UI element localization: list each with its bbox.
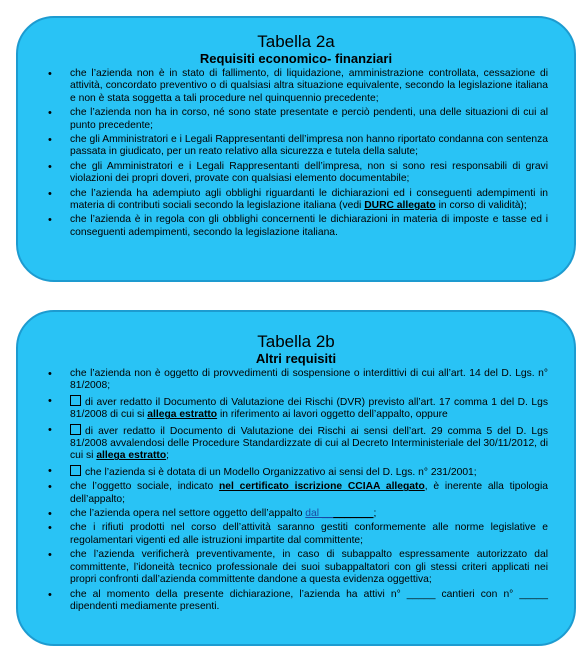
list-item: • che gli Amministratori e i Legali Rappresentanti dell’impresa non hanno riportato condanna con sentenza passata in giudicato, per un reato relativo alla sicurezza e tutela della salute;	[44, 134, 548, 159]
panel-a-list	[44, 68, 548, 239]
list-item	[44, 481, 548, 506]
panel-b-subtitle: Altri requisiti	[255, 351, 337, 366]
panel-b-title: Tabella 2b	[257, 332, 335, 351]
item-text: ;	[373, 508, 377, 520]
date-from-field[interactable]: dal __	[305, 508, 334, 520]
list-item: • che l’azienda non è in stato di fallimento, di liquidazione, amministrazione controllata, cessazione di attività, concordato preventivo o di qualsiasi altra situazione equivalente, secondo la legislazione italiana e non è stata soggetta a tali procedure nel quinquennio precedente;	[44, 68, 548, 105]
panel-a-title: Tabella 2a	[257, 32, 335, 51]
list-item	[44, 508, 548, 520]
item-text: in riferimento ai lavori oggetto dell’appalto, oppure	[217, 409, 448, 421]
item-text: che l’azienda si è dotata di un Modello Organizzativo ai sensi del D. Lgs. n° 231/2001;	[85, 466, 477, 478]
table-2b-panel	[16, 310, 576, 646]
cciaa-certificate-link[interactable]: nel certificato iscrizione CCIAA allegato	[218, 481, 425, 493]
item-text: che l’azienda opera nel settore oggetto dell’appalto	[70, 508, 306, 520]
checkbox-dvr[interactable]	[70, 395, 81, 406]
item-text: dipendenti mediamente presenti.	[70, 600, 220, 612]
list-item: • che l’azienda non è oggetto di provvedimenti di sospensione o interdittivi di cui all’art. 14 del D. Lgs. n° 81/2008;	[44, 368, 548, 393]
item-text: di aver redatto il Documento di Valutazione dei Rischi (DVR) previsto all’art. 17 comma 1 del D. Lgs 81/2008 di cui si	[70, 396, 548, 421]
panel-b-list	[44, 368, 548, 613]
list-item: • che gli Amministratori e i Legali Rappresentanti dell’impresa, non si sono resi responsabili di gravi violazioni dei propri doveri, provate con qualsiasi elemento documentabile;	[44, 161, 548, 186]
dipendenti-count-field[interactable]: _____	[519, 588, 549, 600]
list-item	[44, 589, 548, 614]
panel-a-subtitle: Requisiti economico- finanziari	[199, 51, 393, 66]
list-item	[44, 188, 548, 213]
item-text: in corso di validità);	[435, 200, 527, 212]
list-item: • che i rifiuti prodotti nel corso dell’attività saranno gestiti conformemente alle norme legislative e regolamentari vigenti ed alle istruzioni impartite dal committente;	[44, 522, 548, 547]
item-text: di aver redatto il Documento di Valutazione dei Rischi ai sensi dell’art. 29 comma 5 del D. Lgs 81/2008 avvalendosi delle Procedure Standardizzate di cui al Decreto Interministeriale del 30/11/2012, di cui si	[70, 425, 548, 462]
list-item	[44, 395, 548, 422]
item-text: che l’oggetto sociale, indicato	[70, 481, 219, 493]
list-item: • che l’azienda non ha in corso, né sono state presentate e perciò pendenti, una delle situazioni di cui al punto precedente;	[44, 107, 548, 132]
table-2a-panel	[16, 16, 576, 282]
item-text: cantieri con n°	[435, 588, 520, 600]
durc-link[interactable]: DURC allegato	[364, 200, 436, 212]
list-item	[44, 465, 548, 479]
item-text: che al momento della presente dichiarazione, l’azienda ha attivi n°	[70, 588, 407, 600]
allega-estratto-link[interactable]: allega estratto	[96, 450, 167, 462]
date-blank-field[interactable]: _______	[333, 508, 374, 520]
item-text: ;	[166, 450, 170, 462]
list-item: • che l’azienda verificherà preventivamente, in caso di subappalto espressamente autorizzato dal committente, l’idoneità tecnico professionale dei suoi subappaltatori con gli stessi criteri applicati nei propri confronti dall’azienda committente dandone a questa evidenza oggettiva;	[44, 549, 548, 586]
cantieri-count-field[interactable]: _____	[406, 588, 436, 600]
checkbox-dvr-procedure[interactable]	[70, 424, 81, 435]
item-text: che l’azienda ha adempiuto agli obblighi riguardanti le dichiarazioni ed i conseguenti adempimenti in materia di contributi sociali secondo la legislazione italiana (vedi	[70, 187, 548, 212]
item-text: , è inerente alla tipologia dell’appalto;	[70, 481, 548, 505]
allega-estratto-link[interactable]: allega estratto	[147, 409, 218, 421]
list-item	[44, 424, 548, 463]
checkbox-modello-231[interactable]	[70, 465, 81, 476]
list-item: • che l’azienda è in regola con gli obblighi concernenti le dichiarazioni in materia di imposte e tasse ed i conseguenti adempimenti, secondo la legislazione italiana.	[44, 214, 548, 239]
